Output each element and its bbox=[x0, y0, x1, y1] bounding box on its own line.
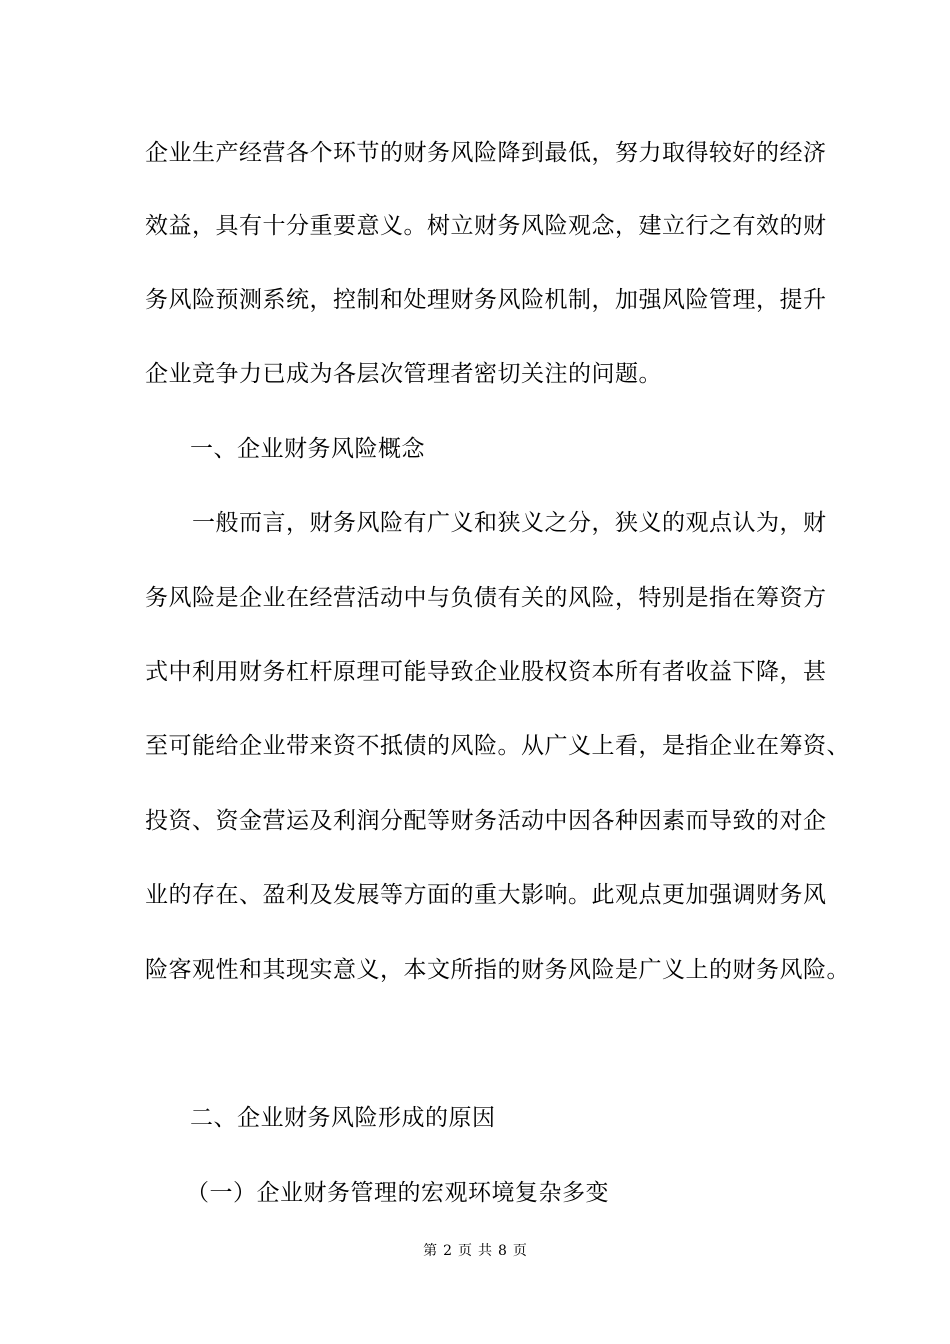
footer-suffix: 页 bbox=[512, 1243, 527, 1259]
section-heading-2: 二、企业财务风险形成的原因 bbox=[190, 1105, 496, 1131]
paragraph-2-line-2: 务风险是企业在经营活动中与负债有关的风险，特别是指在筹资方 bbox=[145, 585, 827, 611]
subsection-heading-1: （一）企业财务管理的宏观环境复杂多变 bbox=[186, 1180, 609, 1206]
footer-total-word: 共 bbox=[478, 1243, 492, 1259]
paragraph-2-line-5: 投资、资金营运及利润分配等财务活动中因各种因素而导致的对企 bbox=[145, 808, 827, 834]
paragraph-2-line-4: 至可能给企业带来资不抵债的风险。从广义上看，是指企业在筹资、 bbox=[145, 733, 850, 759]
paragraph-2-line-7: 险客观性和其现实意义，本文所指的财务风险是广义上的财务风险。 bbox=[145, 957, 850, 983]
footer-page-word: 页 bbox=[458, 1243, 472, 1259]
page-footer bbox=[0, 1242, 950, 1260]
paragraph-1-line-4: 企业竞争力已成为各层次管理者密切关注的问题。 bbox=[145, 361, 662, 387]
paragraph-1-line-1: 企业生产经营各个环节的财务风险降到最低，努力取得较好的经济 bbox=[145, 140, 827, 166]
footer-total-pages: 8 bbox=[498, 1243, 507, 1259]
paragraph-2-line-3: 式中利用财务杠杆原理可能导致企业股权资本所有者收益下降，甚 bbox=[145, 659, 827, 685]
footer-prefix: 第 bbox=[423, 1243, 438, 1259]
footer-current-page: 2 bbox=[443, 1243, 452, 1259]
section-heading-1: 一、企业财务风险概念 bbox=[190, 436, 425, 462]
paragraph-2-line-6: 业的存在、盈利及发展等方面的重大影响。此观点更加强调财务风 bbox=[145, 882, 827, 908]
paragraph-1-line-3: 务风险预测系统，控制和处理财务风险机制，加强风险管理，提升 bbox=[145, 287, 827, 313]
paragraph-2-line-1: 一般而言，财务风险有广义和狭义之分，狭义的观点认为，财 bbox=[192, 510, 827, 536]
paragraph-1-line-2: 效益，具有十分重要意义。树立财务风险观念，建立行之有效的财 bbox=[145, 213, 827, 239]
